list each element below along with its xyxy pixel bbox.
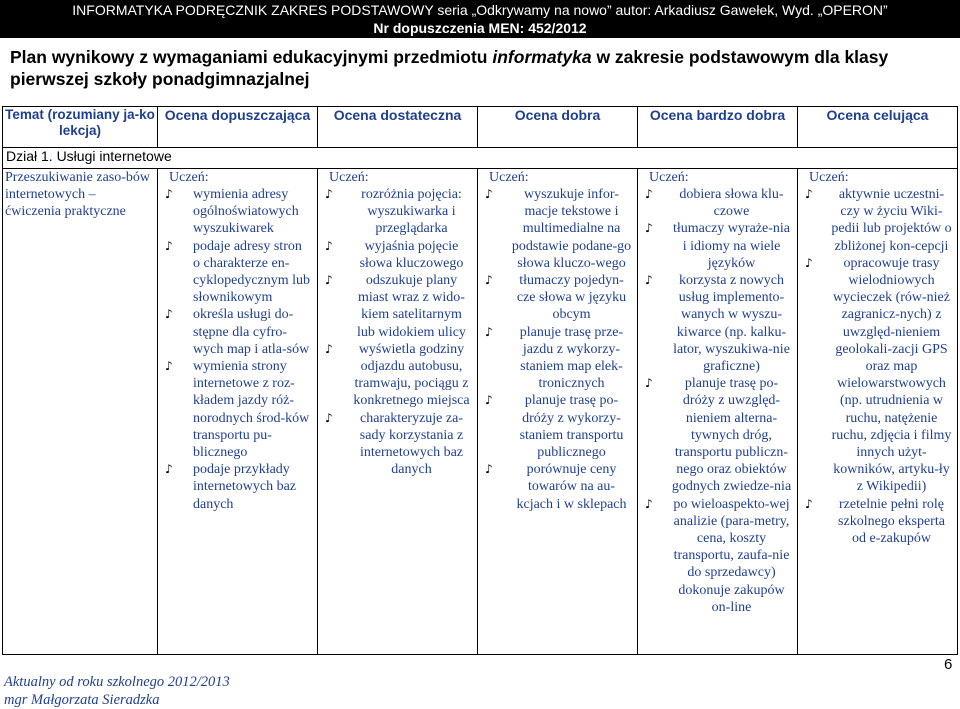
list-item: ♪ tłumaczy pojedyn-cze słowa w języku obcym xyxy=(481,272,634,324)
uczen-label: Uczeń: xyxy=(649,170,689,185)
list-item: ♪ charakteryzuje za-sady korzystania z internetowych baz danych xyxy=(321,410,474,479)
uczen-label: Uczeń: xyxy=(809,170,849,185)
title-part1: Plan wynikowy z wymaganiami edukacyjnymi przedmiotu xyxy=(10,47,493,67)
list-item: ♪ opracowuje trasy wielodniowych wycieczek (rów-nież zagranicz-nych) z uwzględ-nieniem geolokali-zacji GPS oraz map wielowarstwowych (np. utrudnienia w ruchu, natężenie ruchu, zdjęcia i filmy innych użyt-kowników, artyku-ły z Wikipedii) xyxy=(801,255,954,496)
list-item: ♪ planuje trasę po-dróży z wykorzy-staniem transportu publicznego xyxy=(481,392,634,461)
list-item: ♪ wyświetla godziny odjazdu autobusu, tramwaju, pociągu z konkretnego miejsca xyxy=(321,341,474,410)
footer-author: mgr Małgorzata Sieradzka xyxy=(4,692,160,708)
list-item: ♪ odszukuje plany miast wraz z wido-kiem satelitarnym lub widokiem ulicy xyxy=(321,272,474,341)
header-grade-4: Ocena dobra xyxy=(478,107,638,148)
list-item: ♪ rozróżnia pojęcia: wyszukiwarka i przeglądarka xyxy=(321,186,474,238)
list-item: ♪ podaje adresy stron o charakterze en-cyklopedycznym lub słownikowym xyxy=(161,238,314,307)
header-grade-5: Ocena bardzo dobra xyxy=(638,107,798,148)
table-row xyxy=(3,169,958,655)
grade-6-cell xyxy=(798,169,958,655)
topic-cell: Przeszukiwanie zaso-bów internetowych – ćwiczenia praktyczne xyxy=(3,169,158,655)
header-grade-2: Ocena dopuszczająca xyxy=(158,107,318,148)
grade-2-cell xyxy=(158,169,318,655)
section-row xyxy=(3,148,958,169)
document-footer xyxy=(4,673,230,709)
requirements-list xyxy=(321,186,474,478)
list-item: ♪ tłumaczy wyraże-nia i idiomy na wiele języków xyxy=(641,220,794,272)
requirements-table xyxy=(2,106,958,655)
requirements-list xyxy=(481,186,634,513)
header-topic: Temat (rozumiany ja-ko lekcja) xyxy=(3,107,158,148)
grade-5-cell xyxy=(638,169,798,655)
list-item: ♪ wymienia strony internetowe z roz-kładem jazdy róż-norodnych środ-ków transportu pu-blicznego xyxy=(161,358,314,461)
uczen-label: Uczeń: xyxy=(489,170,529,185)
uczen-label: Uczeń: xyxy=(329,170,369,185)
requirements-list xyxy=(161,186,314,513)
list-item: ♪ określa usługi do-stępne dla cyfro-wych map i atla-sów xyxy=(161,306,314,358)
requirements-list xyxy=(641,186,794,616)
header-publisher-line: INFORMATYKA PODRĘCZNIK ZAKRES PODSTAWOWY seria „Odkrywamy na nowo” autor: Arkadiusz Gawełek, Wyd. „OPERON” xyxy=(72,2,888,18)
list-item: ♪ podaje przykłady internetowych baz danych xyxy=(161,461,314,513)
list-item: ♪ planuje trasę prze-jazdu z wykorzy-staniem map elek-tronicznych xyxy=(481,324,634,393)
header-approval-number: Nr dopuszczenia MEN: 452/2012 xyxy=(373,20,587,36)
list-item: ♪ rzetelnie pełni rolę szkolnego eksperta od e-zakupów xyxy=(801,496,954,548)
list-item: ♪ wyjaśnia pojęcie słowa kluczowego xyxy=(321,238,474,272)
requirements-list xyxy=(801,186,954,547)
title-part2: w zakresie podstawowym dla klasy pierwszej szkoły ponadgimnazjalnej xyxy=(10,47,889,89)
header-grade-3: Ocena dostateczna xyxy=(318,107,478,148)
document-header xyxy=(0,0,960,38)
page-number: 6 xyxy=(944,656,953,673)
list-item: ♪ planuje trasę po-dróży z uwzględ-nieniem alterna-tywnych dróg, transportu publiczn-nego oraz obiektów godnych zwiedze-nia xyxy=(641,375,794,495)
list-item: ♪ dobiera słowa klu-czowe xyxy=(641,186,794,220)
list-item: ♪ wyszukuje infor-macje tekstowe i multimedialne na podstawie podane-go słowa kluczo-wego xyxy=(481,186,634,272)
header-grade-6: Ocena celująca xyxy=(798,107,958,148)
table-header-row xyxy=(3,107,958,148)
list-item: ♪ porównuje ceny towarów na au-kcjach i w sklepach xyxy=(481,461,634,513)
list-item: ♪ aktywnie uczestni-czy w życiu Wiki-pedii lub projektów o zbliżonej kon-cepcji xyxy=(801,186,954,255)
title-subject: informatyka xyxy=(492,47,592,67)
list-item: ♪ wymienia adresy ogólnoświatowych wyszukiwarek xyxy=(161,186,314,238)
uczen-label: Uczeń: xyxy=(169,170,209,185)
list-item: ♪ korzysta z nowych usług implemento-wanych w wyszu-kiwarce (np. kalku-lator, wyszukiwa-nie graficzne) xyxy=(641,272,794,375)
footer-validity: Aktualny od roku szkolnego 2012/2013 xyxy=(4,674,230,690)
grade-3-cell xyxy=(318,169,478,655)
list-item: ♪ po wieloaspekto-wej analizie (para-metry, cena, koszty transportu, zaufa-nie do sprzedawcy) dokonuje zakupów on-line xyxy=(641,496,794,616)
page-title xyxy=(10,46,955,90)
section-title: Dział 1. Usługi internetowe xyxy=(3,148,958,169)
grade-4-cell xyxy=(478,169,638,655)
